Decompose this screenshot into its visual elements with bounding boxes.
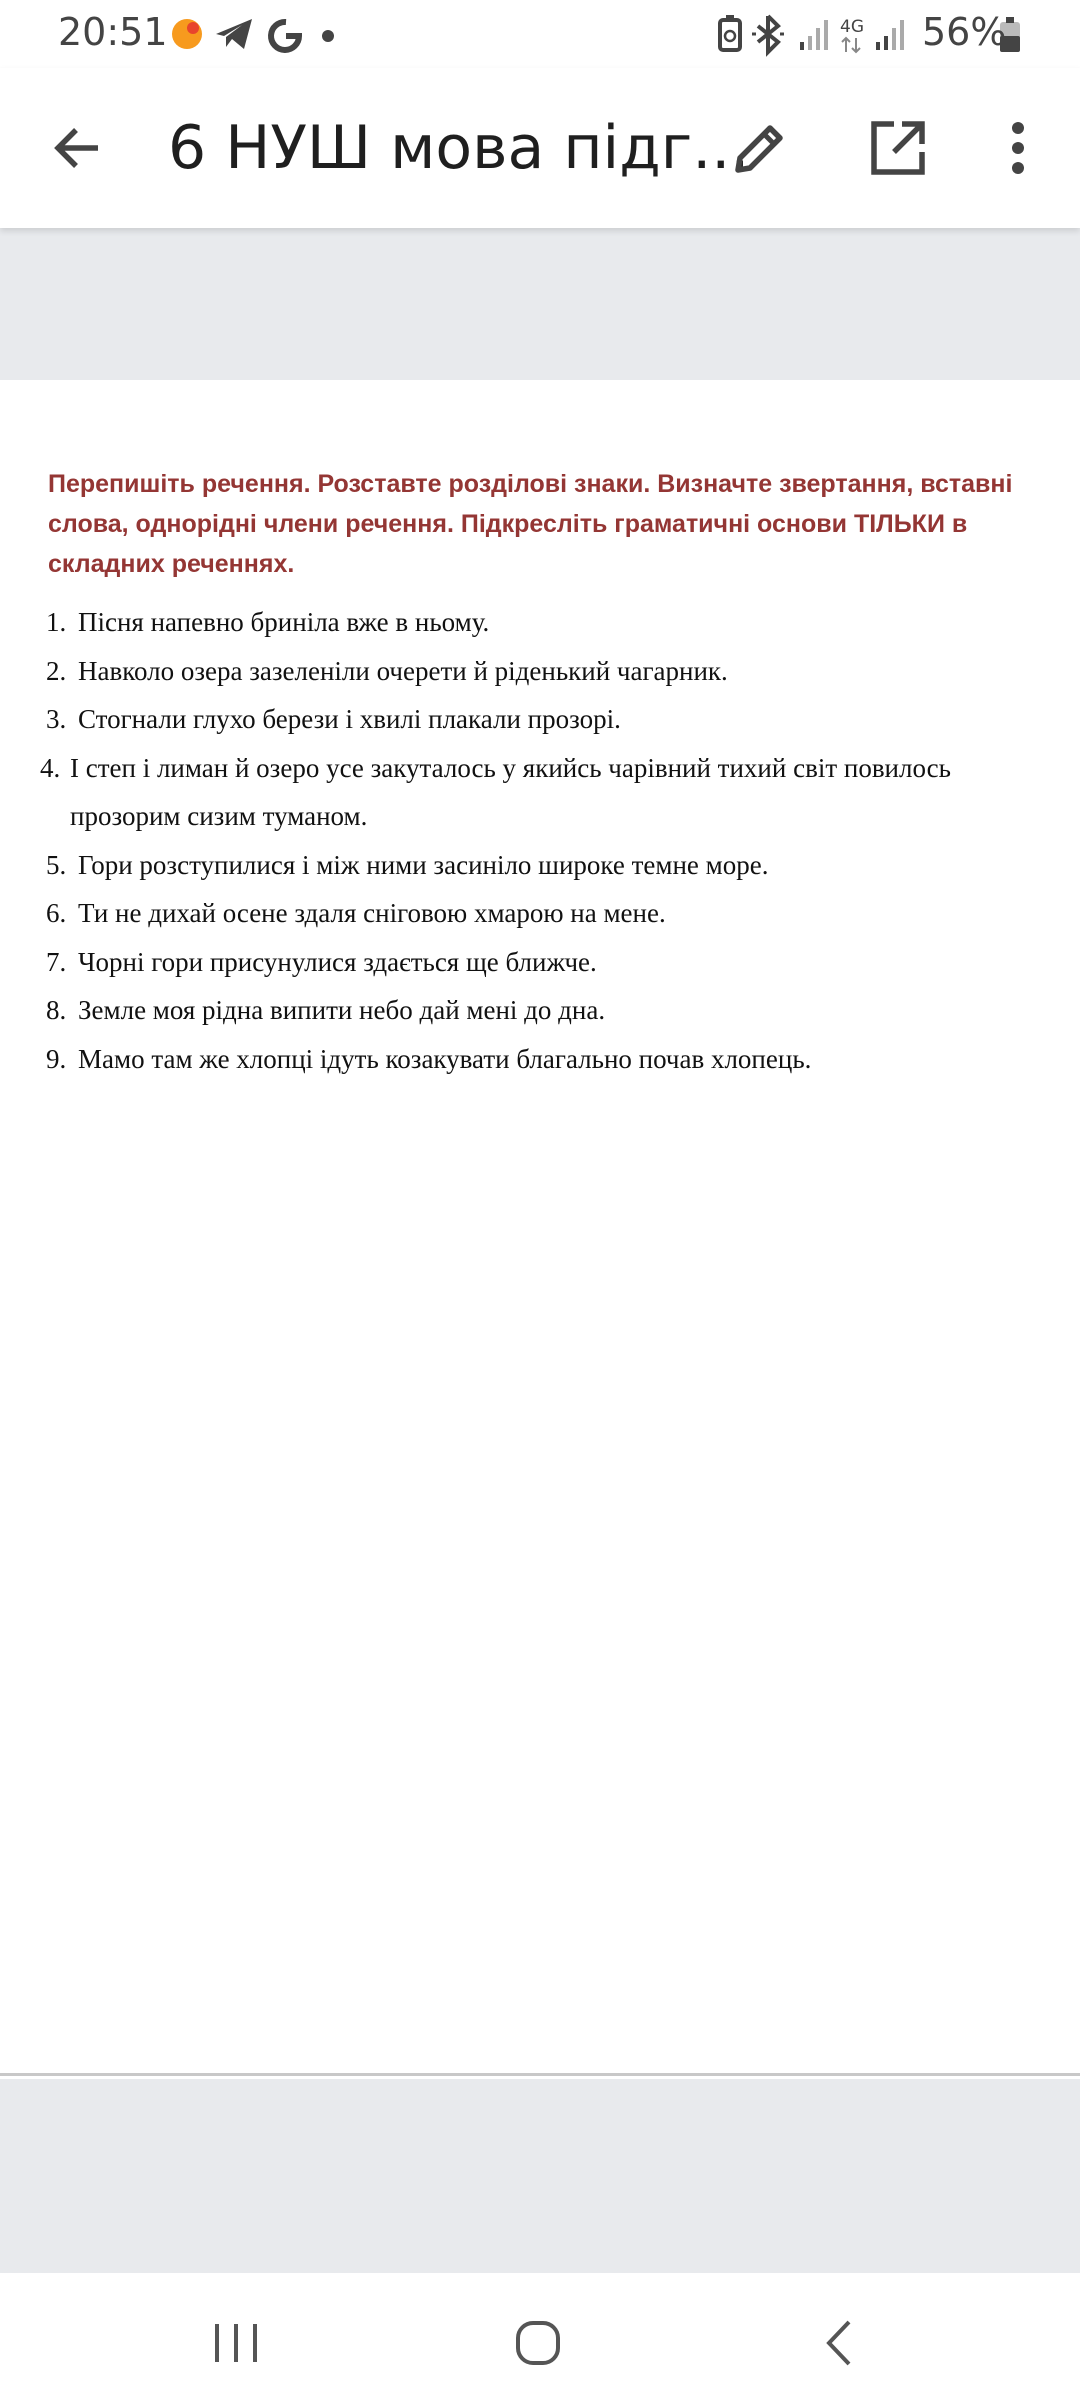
viewer-background-top bbox=[0, 228, 1080, 380]
recent-apps-icon bbox=[211, 2318, 261, 2368]
list-item bbox=[38, 647, 1048, 696]
list-item bbox=[38, 695, 1048, 744]
home-icon bbox=[513, 2318, 563, 2368]
battery-percent: 56% bbox=[922, 10, 1007, 54]
item-text: Мамо там же хлопці ідуть козакувати благально почав хлопець. bbox=[78, 1043, 812, 1074]
item-text: Земле моя рідна випити небо дай мені до дна. bbox=[78, 995, 606, 1025]
list-item bbox=[38, 889, 1048, 938]
sentence-list bbox=[38, 598, 1048, 1083]
app-bar bbox=[0, 68, 1080, 228]
back-button[interactable] bbox=[40, 110, 116, 186]
item-number: 2. bbox=[46, 655, 67, 686]
system-nav-bar bbox=[0, 2273, 1080, 2408]
item-text: Навколо озера зазеленіли очерети й ріденький чагарник. bbox=[78, 655, 728, 686]
list-item bbox=[38, 598, 1048, 647]
item-text: Пісня напевно бриніла вже в ньому. bbox=[78, 607, 490, 637]
google-icon bbox=[271, 22, 299, 50]
nav-back-button[interactable] bbox=[790, 2303, 890, 2383]
battery-saver-icon bbox=[720, 15, 740, 50]
more-notifications-dot-icon bbox=[322, 30, 334, 42]
more-options-button[interactable] bbox=[980, 110, 1056, 186]
item-number: 8. bbox=[46, 995, 67, 1025]
list-item bbox=[38, 938, 1048, 987]
status-bar bbox=[0, 0, 1080, 68]
open-in-app-button[interactable] bbox=[860, 110, 936, 186]
more-vert-icon bbox=[1008, 118, 1028, 178]
signal-4g-icon bbox=[840, 17, 904, 52]
signal-icon bbox=[800, 20, 828, 50]
item-text: Ти не дихай осене здаля сніговою хмарою на мене. bbox=[78, 898, 666, 928]
edit-button[interactable] bbox=[722, 110, 798, 186]
notification-dot-icon bbox=[172, 19, 202, 49]
back-icon bbox=[815, 2318, 865, 2368]
back-arrow-icon bbox=[50, 120, 106, 176]
item-number: 1. bbox=[46, 607, 67, 637]
document-page[interactable] bbox=[0, 380, 1080, 2076]
item-number: 4. bbox=[40, 752, 61, 783]
list-item bbox=[38, 1035, 1048, 1084]
list-item bbox=[38, 744, 1048, 841]
svg-text:4G: 4G bbox=[840, 17, 864, 37]
item-number: 5. bbox=[46, 849, 67, 880]
item-number: 3. bbox=[46, 704, 67, 734]
bluetooth-icon bbox=[752, 16, 784, 52]
item-text: Чорні гори присунулися здається ще ближче. bbox=[78, 946, 597, 977]
item-number: 6. bbox=[46, 898, 67, 928]
list-item bbox=[38, 841, 1048, 890]
task-instruction: Перепишіть речення. Розставте розділові знаки. Визначте звертання, вставні слова, однорідні члени речення. Підкресліть граматичні основи ТІЛЬКИ в складних реченнях. bbox=[48, 470, 1013, 578]
open-external-icon bbox=[868, 118, 928, 178]
document-title: 6 НУШ мова підг... bbox=[168, 113, 750, 183]
item-text: Гори розступилися і між ними засиніло широке темне море. bbox=[78, 849, 769, 880]
viewer-background-bottom bbox=[0, 2079, 1080, 2273]
telegram-icon bbox=[216, 19, 252, 49]
home-button[interactable] bbox=[488, 2303, 588, 2383]
pencil-icon bbox=[730, 118, 790, 178]
status-time: 20:51 bbox=[58, 10, 168, 54]
status-left-icons bbox=[168, 14, 348, 54]
item-number: 9. bbox=[46, 1043, 67, 1074]
item-number: 7. bbox=[46, 946, 67, 977]
item-text: Стогнали глухо берези і хвилі плакали прозорі. bbox=[78, 704, 621, 734]
recent-apps-button[interactable] bbox=[186, 2303, 286, 2383]
list-item bbox=[38, 986, 1048, 1035]
item-text: І степ і лиман й озеро усе закуталось у якийсь чарівний тихий світ повилось прозорим сизим туманом. bbox=[70, 752, 951, 831]
